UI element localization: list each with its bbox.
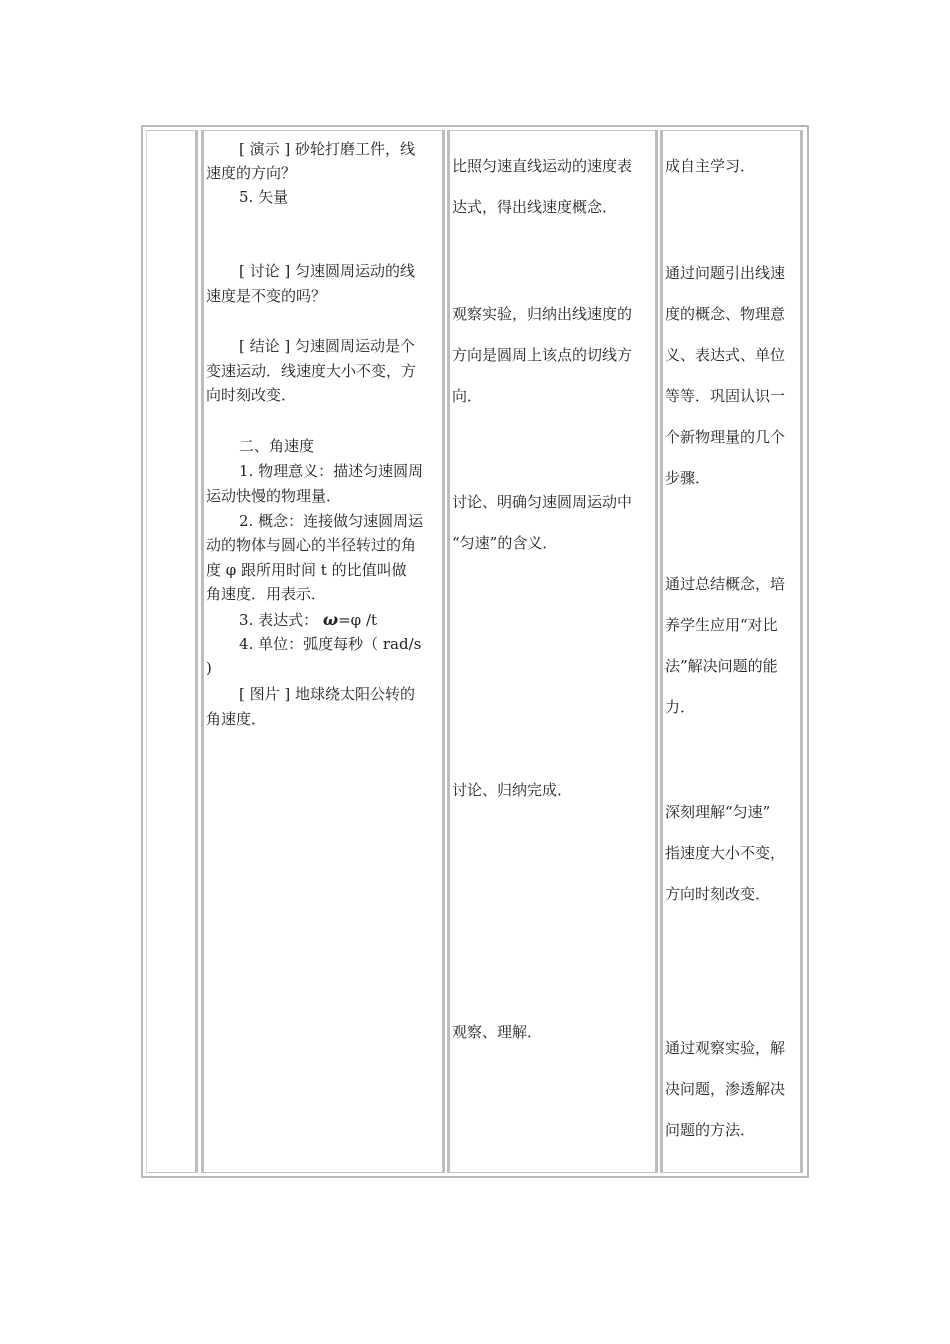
text-line: 观察实验，归纳出线速度的: [452, 305, 633, 323]
table-column-design-intent: [660, 130, 803, 1173]
formula-label: 3. 表达式：: [239, 611, 319, 629]
text-line: 通过总结概念，培: [665, 575, 786, 593]
text-line: “匀速”的含义．: [452, 534, 558, 552]
text-line: 角速度．用表示．: [206, 585, 327, 603]
text-line: [ 图片 ] 地球绕太阳公转的: [239, 685, 416, 703]
text-line: 问题的方法．: [665, 1121, 756, 1139]
omega-symbol: ω: [322, 610, 339, 629]
text-line: 义、表达式、单位: [665, 346, 786, 364]
text-line: 角速度．: [206, 710, 267, 728]
text-line: 步骤．: [665, 469, 711, 487]
text-line: 方向时刻改变．: [665, 885, 771, 903]
text-line: 养学生应用“对比: [665, 616, 778, 634]
text-line: 向时刻改变．: [206, 386, 297, 404]
text-line: 动的物体与圆心的半径转过的角: [206, 536, 417, 554]
text-line: 速度是不变的吗？: [206, 287, 327, 305]
text-line: ): [206, 659, 212, 677]
formula-expression: =φ /t: [338, 611, 378, 629]
text-line: 个新物理量的几个: [665, 428, 786, 446]
text-line: 深刻理解“匀速”: [665, 803, 771, 821]
text-line: [ 讨论 ] 匀速圆周运动的线: [239, 262, 416, 280]
text-line: 等等．巩固认识一: [665, 387, 786, 405]
table-column-blank: [146, 130, 198, 1173]
text-line: 4. 单位：弧度每秒（ rad/s: [239, 635, 422, 653]
table-column-student-activity: [447, 130, 658, 1173]
text-line: 5. 矢量: [239, 188, 289, 206]
text-line: 法”解决问题的能: [665, 657, 778, 675]
lesson-table: [141, 125, 809, 1178]
text-line: 1. 物理意义：描述匀速圆周: [239, 462, 424, 480]
text-line: 速度的方向？: [206, 164, 297, 182]
text-line: 度的概念、物理意: [665, 305, 786, 323]
text-line: 通过观察实验，解: [665, 1039, 786, 1057]
text-line: 度 φ 跟所用时间 t 的比值叫做: [206, 561, 407, 579]
section-heading: 二、角速度: [239, 437, 315, 455]
text-line: 方向是圆周上该点的切线方: [452, 346, 633, 364]
formula-line: [206, 608, 377, 632]
text-line: 运动快慢的物理量．: [206, 487, 342, 505]
text-line: 成自主学习．: [665, 157, 756, 175]
table-column-content: [201, 130, 445, 1173]
text-line: 讨论、归纳完成．: [452, 781, 573, 799]
text-line: 讨论、明确匀速圆周运动中: [452, 493, 633, 511]
text-line: 观察、理解．: [452, 1023, 543, 1041]
text-line: 达式，得出线速度概念．: [452, 198, 618, 216]
text-line: 力．: [665, 698, 696, 716]
text-line: 2. 概念：连接做匀速圆周运: [239, 512, 424, 530]
text-line: 比照匀速直线运动的速度表: [452, 157, 633, 175]
text-line: 决问题，渗透解决: [665, 1080, 786, 1098]
text-line: 通过问题引出线速: [665, 264, 786, 282]
text-line: [ 结论 ] 匀速圆周运动是个: [239, 337, 416, 355]
text-line: 向．: [452, 387, 483, 405]
text-line: [ 演示 ] 砂轮打磨工件，线: [239, 140, 416, 158]
text-line: 变速运动．线速度大小不变，方: [206, 362, 417, 380]
text-line: 指速度大小不变，: [665, 844, 786, 862]
